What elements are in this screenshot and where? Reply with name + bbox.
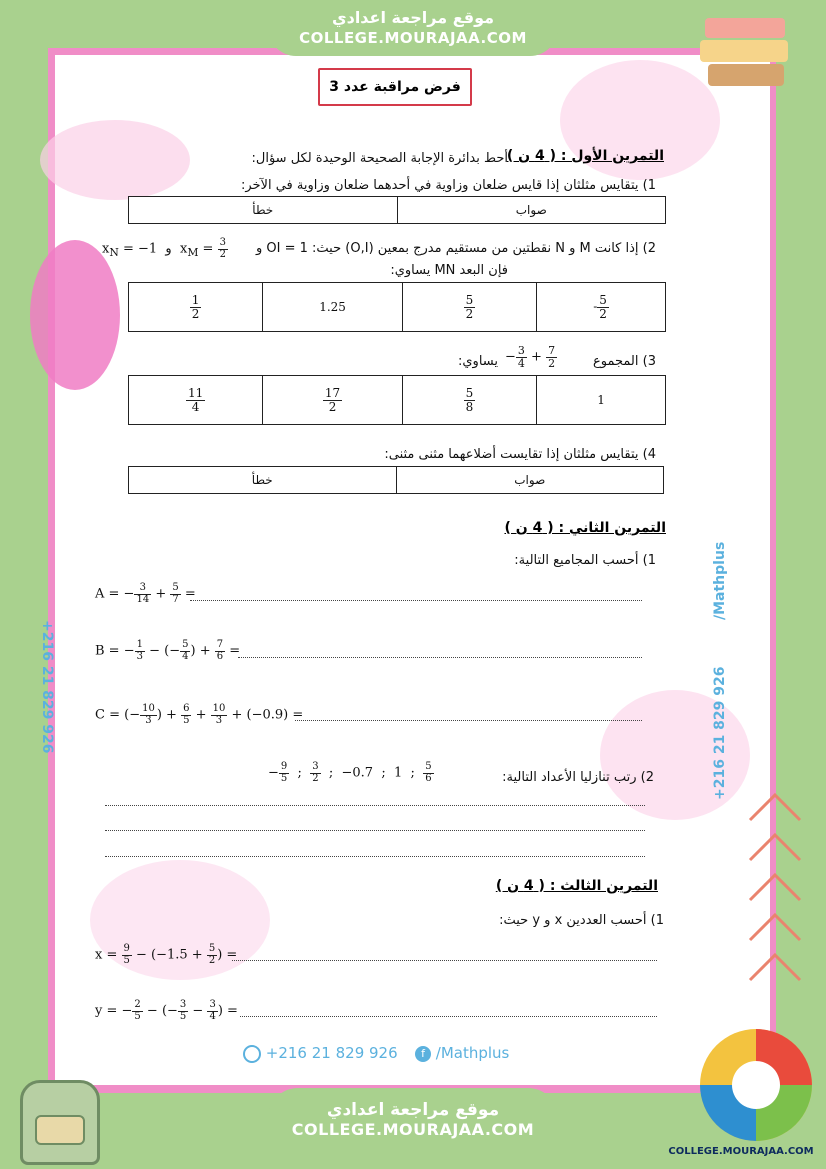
option-false[interactable]: خطأ: [129, 197, 398, 224]
ex3-q1-text: 1) أحسب العددين x و y حيث:: [499, 913, 664, 928]
test-title: فرض مراقبة عدد 3: [318, 68, 472, 106]
exercise-1-heading: التمرين الأول : ( 4 ن ): [506, 148, 664, 164]
q2-option-1[interactable]: - $\frac{5}{2}$: [537, 283, 666, 332]
q3-options-table: [128, 375, 666, 425]
q2-option-2[interactable]: $\frac{5}{2}$: [402, 283, 536, 332]
q4-options-table: [128, 466, 664, 494]
q1-options-table: [128, 196, 666, 224]
site-url[interactable]: COLLEGE.MOURAJAA.COM: [299, 29, 527, 47]
answer-line-order-2[interactable]: [105, 830, 645, 831]
books-icon: [700, 18, 790, 93]
q3-expression: − $\frac{3}{4}$ + $\frac{7}{2}$: [505, 344, 556, 370]
contact-phone: +216 21 829 926: [243, 1044, 398, 1063]
q2-equation: $x_N = -1$ و $x_M$ = $\frac{3}{2}$: [102, 237, 226, 260]
answer-line-order-1[interactable]: [105, 805, 645, 806]
site-banner-bottom: [268, 1088, 558, 1169]
backpack-icon: [10, 1070, 110, 1165]
exercise-3-heading: التمرين الثالث : ( 4 ن ): [495, 878, 658, 894]
expression-c: C = (− $\frac{10}{3}$ ) + $\frac{6}{5}$ + $\frac{10}{3}$ + (−0.9) =: [95, 703, 304, 726]
q2-option-4[interactable]: $\frac{1}{2}$: [129, 283, 263, 332]
q4-text: 4) يتقايس مثلثان إذا تقايست أضلاعهما مثنى مثنى:: [384, 447, 656, 462]
option-true[interactable]: صواب: [396, 467, 664, 494]
option-true[interactable]: صواب: [397, 197, 666, 224]
expression-a: A = − $\frac{3}{14}$ + $\frac{5}{7}$ =: [95, 582, 196, 605]
side-watermark-phone: +216 21 829 926: [39, 620, 55, 754]
facebook-icon: f: [415, 1046, 431, 1062]
decor-blob: [30, 240, 120, 390]
q3-option-1[interactable]: 1: [537, 376, 666, 425]
q3-label: 3) المجموع: [593, 354, 656, 369]
numbers-to-order: − $\frac{9}{5}$ ; $\frac{3}{2}$ ; −0.7 ; 1 ; $\frac{5}{6}$: [268, 761, 432, 784]
q3-option-4[interactable]: $\frac{11}{4}$: [129, 376, 263, 425]
whatsapp-icon: [243, 1045, 261, 1063]
chevron-decoration-icon: [745, 790, 805, 1050]
exercise-2-heading: التمرين الثاني : ( 4 ن ): [504, 520, 666, 536]
q2-text-line1: 2) إذا كانت M و N نقطتين من مستقيم مدرج بمعين (O,I) حيث: OI = 1 و: [255, 241, 656, 256]
q2-options-table: [128, 282, 666, 332]
ex2-q2-text: 2) رتب تنازليا الأعداد التالية:: [502, 770, 654, 785]
contact-facebook: f /Mathplus: [415, 1044, 509, 1062]
q2-option-3[interactable]: 1.25: [263, 283, 403, 332]
expression-b: B = − $\frac{1}{3}$ − (− $\frac{5}{4}$ ) + $\frac{7}{6}$ =: [95, 639, 241, 662]
answer-line-c[interactable]: [295, 720, 642, 721]
site-banner-top: [268, 0, 558, 56]
option-false[interactable]: خطأ: [129, 467, 397, 494]
site-url[interactable]: COLLEGE.MOURAJAA.COM: [291, 1120, 535, 1139]
answer-line-order-3[interactable]: [105, 856, 645, 857]
answer-line-b[interactable]: [238, 657, 642, 658]
answer-line-a[interactable]: [190, 600, 642, 601]
q3-tail: يساوي:: [457, 354, 498, 369]
site-logo: [696, 1025, 816, 1145]
q3-option-3[interactable]: $\frac{17}{2}$: [263, 376, 403, 425]
exercise-1-instruction: أحط بدائرة الإجابة الصحيحة الوحيدة لكل سؤال:: [251, 151, 508, 166]
q3-option-2[interactable]: $\frac{5}{8}$: [402, 376, 536, 425]
answer-line-y[interactable]: [240, 1016, 657, 1017]
site-name-ar: موقع مراجعة اعدادي: [331, 8, 495, 27]
q2-text-line2: فإن البعد MN يساوي:: [390, 263, 508, 278]
expression-y: y = − $\frac{2}{5}$ − (− $\frac{3}{5}$ − $\frac{3}{4}$ ) =: [95, 999, 238, 1022]
logo-caption: COLLEGE.MOURAJAA.COM: [668, 1146, 814, 1157]
side-watermark-page: /Mathplus: [712, 541, 728, 620]
answer-line-x[interactable]: [232, 960, 657, 961]
ex2-q1-text: 1) أحسب المجاميع التالية:: [514, 553, 656, 568]
side-watermark-phone-right: +216 21 829 926: [712, 666, 728, 800]
expression-x: x = $\frac{9}{5}$ − (−1.5 + $\frac{5}{2}$ ) =: [95, 943, 238, 966]
decor-blob: [40, 120, 190, 200]
q1-text: 1) يتقايس مثلثان إذا قايس ضلعان وزاوية في أحدهما ضلعان وزاوية في الآخر:: [240, 178, 656, 193]
site-name-ar: موقع مراجعة اعدادي: [326, 1100, 500, 1120]
